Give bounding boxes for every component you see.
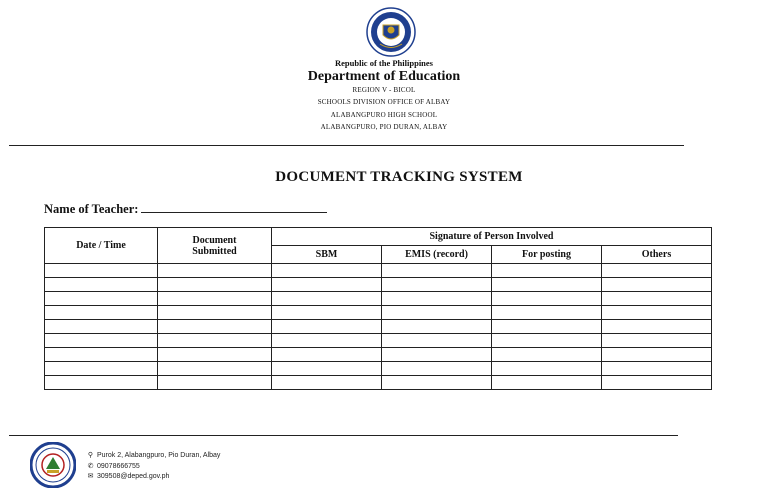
footer-phone-text: 09078666755 — [97, 463, 140, 470]
footer-address — [86, 451, 220, 459]
email-icon: ✉ — [87, 473, 94, 480]
address-label: ALABANGPURO, PIO DURAN, ALBAY — [320, 123, 448, 131]
table-cell — [492, 306, 602, 320]
table-row — [45, 376, 712, 390]
header-date-time: Date / Time — [45, 228, 158, 264]
footer-phone — [86, 462, 140, 470]
table-row — [45, 292, 712, 306]
school-seal-icon — [30, 442, 76, 488]
table-cell — [492, 334, 602, 348]
table-cell — [272, 264, 382, 278]
table-cell — [602, 348, 712, 362]
table-cell — [158, 292, 272, 306]
header-divider — [9, 145, 684, 146]
table-cell — [272, 348, 382, 362]
table-cell — [158, 264, 272, 278]
table-cell — [45, 376, 158, 390]
header-for-posting: For posting — [492, 246, 602, 264]
location-pin-icon: ⚲ — [87, 452, 94, 459]
table-cell — [382, 348, 492, 362]
table-cell — [492, 264, 602, 278]
table-row — [45, 306, 712, 320]
table-cell — [45, 292, 158, 306]
table-cell — [272, 376, 382, 390]
table-row — [45, 264, 712, 278]
table-cell — [272, 292, 382, 306]
table-cell — [45, 278, 158, 292]
footer-email-text: 309508@deped.gov.ph — [97, 473, 170, 480]
table-body — [45, 264, 712, 390]
table-cell — [158, 306, 272, 320]
table-row — [45, 278, 712, 292]
header-others: Others — [602, 246, 712, 264]
header-signature-group: Signature of Person Involved — [272, 228, 712, 246]
table-cell — [492, 362, 602, 376]
division-label: SCHOOLS DIVISION OFFICE OF ALBAY — [317, 98, 451, 106]
table-row — [45, 348, 712, 362]
table-cell — [272, 306, 382, 320]
table-cell — [492, 278, 602, 292]
table-cell — [45, 306, 158, 320]
table-cell — [602, 278, 712, 292]
table-cell — [45, 348, 158, 362]
republic-label: Republic of the Philippines — [334, 58, 433, 68]
page-title: DOCUMENT TRACKING SYSTEM — [275, 169, 523, 185]
header-emis: EMIS (record) — [382, 246, 492, 264]
table-cell — [602, 306, 712, 320]
table-cell — [492, 292, 602, 306]
table-cell — [492, 348, 602, 362]
department-title: Department of Education — [307, 69, 461, 84]
table-cell — [382, 362, 492, 376]
table-cell — [602, 376, 712, 390]
table-cell — [602, 292, 712, 306]
table-cell — [158, 376, 272, 390]
table-cell — [382, 376, 492, 390]
table-cell — [382, 334, 492, 348]
table-cell — [492, 376, 602, 390]
footer-divider — [9, 435, 678, 436]
table-cell — [492, 320, 602, 334]
table-cell — [45, 264, 158, 278]
table-cell — [602, 264, 712, 278]
footer-address-text: Purok 2, Alabangpuro, Pio Duran, Albay — [97, 452, 221, 459]
table-row — [45, 362, 712, 376]
table-cell — [158, 362, 272, 376]
table-cell — [45, 334, 158, 348]
header-sbm: SBM — [272, 246, 382, 264]
table-cell — [602, 334, 712, 348]
table-cell — [382, 306, 492, 320]
table-cell — [158, 320, 272, 334]
region-label: REGION V - BICOL — [352, 86, 416, 94]
footer-email — [86, 472, 169, 480]
table-cell — [602, 320, 712, 334]
table-cell — [158, 334, 272, 348]
table-cell — [272, 362, 382, 376]
school-label: ALABANGPURO HIGH SCHOOL — [330, 111, 438, 119]
teacher-name-blank — [141, 201, 327, 213]
table-cell — [45, 362, 158, 376]
table-row — [45, 320, 712, 334]
table-cell — [45, 320, 158, 334]
table-cell — [382, 278, 492, 292]
teacher-name-line — [44, 201, 327, 217]
teacher-name-label: Name of Teacher: — [44, 202, 139, 216]
table-cell — [158, 348, 272, 362]
table-row — [45, 334, 712, 348]
phone-icon: ✆ — [87, 463, 94, 470]
table-cell — [272, 320, 382, 334]
table-cell — [602, 362, 712, 376]
header-document-submitted: Document Submitted — [158, 228, 272, 264]
table-cell — [382, 264, 492, 278]
table-cell — [272, 278, 382, 292]
table-cell — [272, 334, 382, 348]
table-cell — [158, 278, 272, 292]
deped-seal-icon — [366, 7, 416, 57]
table-cell — [382, 320, 492, 334]
table-cell — [382, 292, 492, 306]
tracking-table — [44, 227, 712, 390]
